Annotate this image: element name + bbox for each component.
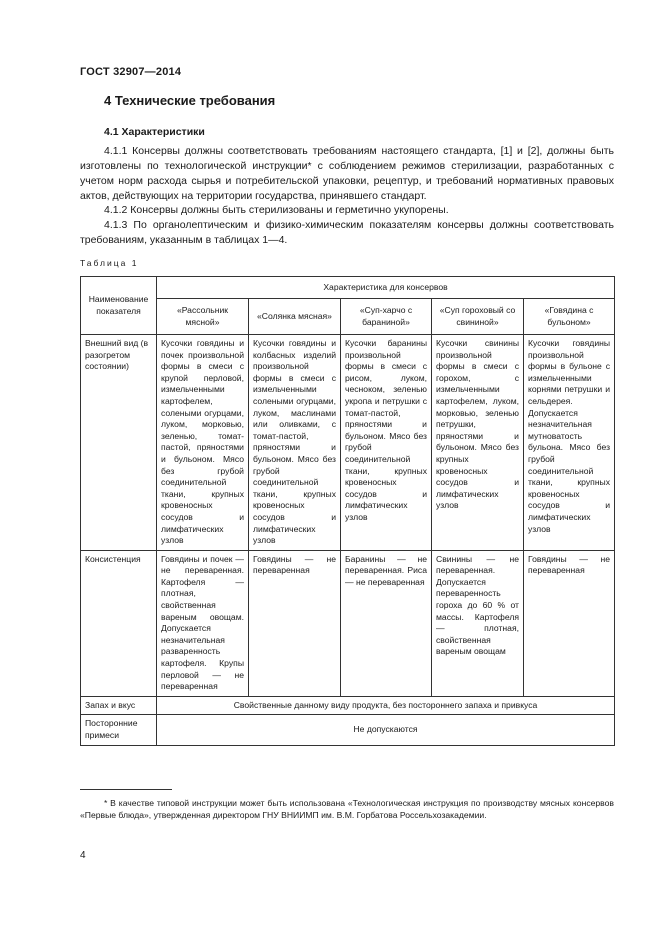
- table-cell: Кусочки говядины произвольной формы в бульоне с измельченными корнями петрушки и сельдерея. Допускается незначительная мутноватость бульона. Мясо без грубой соединительной ткани, крупных кровеносных сосудов и лимфатических узлов: [524, 335, 615, 551]
- column-header-product: «Солянка мясная»: [249, 299, 341, 335]
- table-row: [81, 335, 615, 551]
- paragraph-4-1-1: 4.1.1 Консервы должны соответствовать требованиям настоящего стандарта, [1] и [2], должны быть изготовлены по технологической инструкции* с соблюдением режимов стерилизации, разработанных с учетом норм расхода сырья и потребительской упаковки, рецептур, и требований нормативных правовых актов, действующих на территории государства, принявшего стандарт.: [80, 145, 614, 202]
- table-row: [81, 696, 615, 715]
- table-cell: Кусочки баранины произвольной формы в смеси с рисом, луком, чесноком, зеленью укропа и петрушки с томат-пастой, пряностями и бульоном. Мясо без грубой соединительной ткани, крупных кровеносных сосудов и лимфатических узлов: [341, 335, 432, 551]
- table-cell: Свинины — не переваренная. Допускается переваренность гороха до 60 % от массы. Картофеля — плотная, свойственная вареным овощам: [432, 550, 524, 696]
- characteristics-table: [80, 276, 615, 746]
- row-label: Посторонние примеси: [81, 715, 157, 745]
- row-label: Запах и вкус: [81, 696, 157, 715]
- table-row: [81, 550, 615, 696]
- table-row: [81, 715, 615, 745]
- paragraph-4-1-3: 4.1.3 По органолептическим и физико-химическим показателям консервы должны соответствовать требованиям, указанным в таблицах 1—4.: [80, 219, 614, 246]
- table-cell: Кусочки свинины произвольной формы в смеси с горохом, с измельченными картофелем, луком, морковью, зеленью петрушки, пряностями и бульоном. Мясо без крупных кровеносных сосудов и лимфатических узлов: [432, 335, 524, 551]
- table-cell: Баранины — не переваренная. Риса — не переваренная: [341, 550, 432, 696]
- column-header-param: Наименование показателя: [81, 277, 157, 335]
- table-cell: Говядины и почек — не переваренная. Картофеля — плотная, свойственная вареным овощам. Допускается незначительная разваренность картофеля. Крупы перловой — не переваренная: [157, 550, 249, 696]
- footnote: * В качестве типовой инструкции может быть использована «Технологическая инструкция по производству мясных консервов «Первые блюда», утвержденная директором ГНУ ВНИИМП им. В.М. Горбатова Россельхозакадемии.: [80, 798, 614, 820]
- paragraph-4-1-2: 4.1.2 Консервы должны быть стерилизованы и герметично укупорены.: [104, 204, 449, 216]
- row-label: Консистенция: [81, 550, 157, 696]
- table-cell: Говядины — не переваренная: [524, 550, 615, 696]
- column-header-product: «Говядина с бульоном»: [524, 299, 615, 335]
- table-cell: Кусочки говядины и колбасных изделий произвольной формы в смеси с измельченными солеными огурцами, луком, маслинами или оливками, с томат-пастой, пряностями и бульоном. Мясо без грубой соединительной ткани, крупных кровеносных сосудов и лимфатических узлов: [249, 335, 341, 551]
- footnote-divider: [80, 789, 172, 790]
- subsection-title: 4.1 Характеристики: [104, 126, 205, 138]
- row-label: Внешний вид (в разогретом состоянии): [81, 335, 157, 551]
- standard-number: ГОСТ 32907—2014: [80, 66, 182, 78]
- merged-cell: Свойственные данному виду продукта, без постороннего запаха и привкуса: [157, 696, 615, 715]
- table-cell: Говядины — не переваренная: [249, 550, 341, 696]
- column-header-product: «Суп-харчо с бараниной»: [341, 299, 432, 335]
- page-number: 4: [80, 850, 86, 861]
- merged-cell: Не допускаются: [157, 715, 615, 745]
- column-group-header: Характеристика для консервов: [157, 277, 615, 299]
- column-header-product: «Суп гороховый со свининой»: [432, 299, 524, 335]
- section-title: 4 Технические требования: [104, 93, 276, 108]
- column-header-product: «Рассольник мясной»: [157, 299, 249, 335]
- table-cell: Кусочки говядины и почек произвольной формы в смеси с крупой перловой, измельченными картофелем, солеными огурцами, луком, морковью, зеленью, томат-пастой, пряностями и бульоном. Мясо без грубой соединительной ткани, крупных кровеносных сосудов и лимфатических узлов: [157, 335, 249, 551]
- table-caption: Таблица 1: [80, 258, 139, 268]
